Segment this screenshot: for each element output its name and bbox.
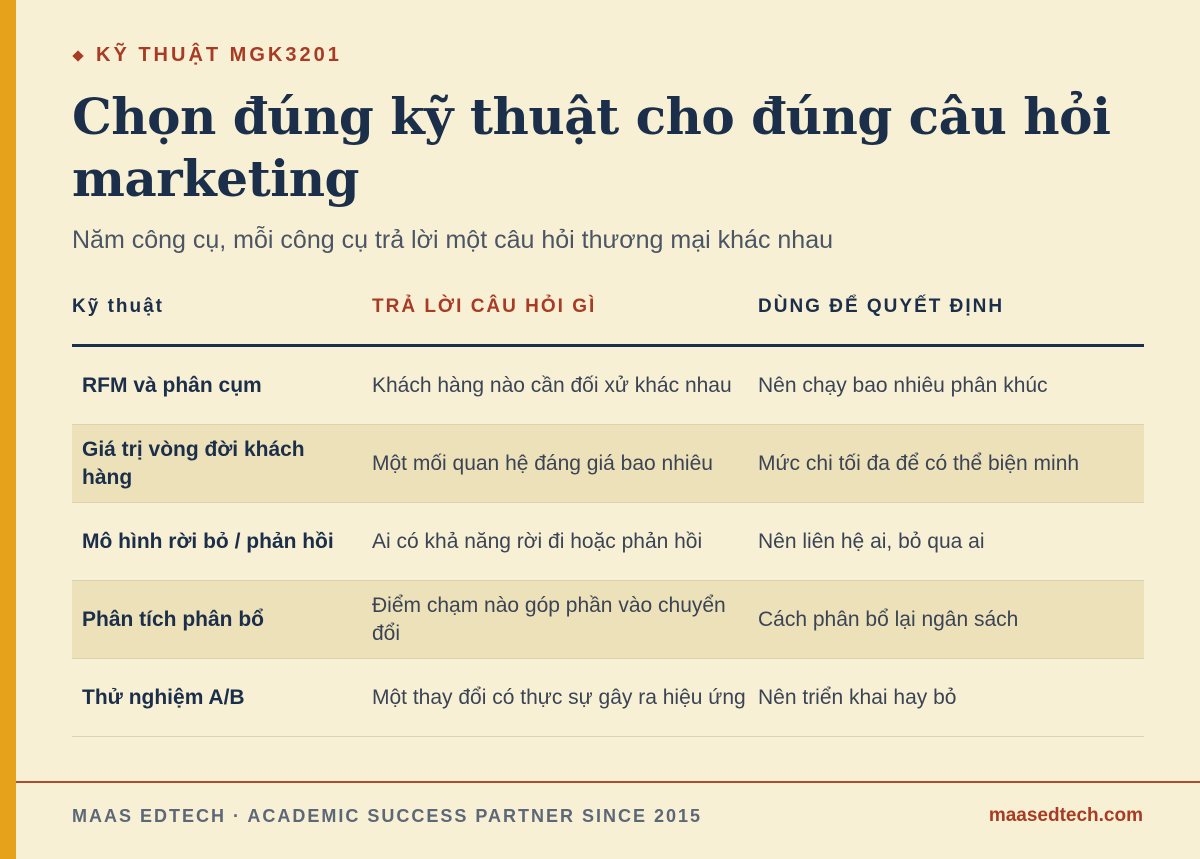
cell-technique: RFM và phân cụm [72, 346, 372, 425]
cell-decision: Nên triển khai hay bỏ [758, 659, 1144, 737]
table-row [72, 659, 1144, 737]
table-row [72, 425, 1144, 503]
header-decision: DÙNG ĐỂ QUYẾT ĐỊNH [758, 288, 1144, 346]
footer-tagline: MAAS EDTECH · ACADEMIC SUCCESS PARTNER SINCE 2015 [72, 806, 703, 826]
footer-website-link[interactable]: maasedtech.com [988, 805, 1143, 826]
cell-question: Ai có khả năng rời đi hoặc phản hồi [372, 503, 758, 581]
cell-decision: Nên liên hệ ai, bỏ qua ai [758, 503, 1144, 581]
header-technique: Kỹ thuật [72, 288, 372, 346]
cell-question: Khách hàng nào cần đối xử khác nhau [372, 346, 758, 425]
header-question: TRẢ LỜI CÂU HỎI GÌ [372, 288, 758, 346]
cell-decision: Nên chạy bao nhiêu phân khúc [758, 346, 1144, 425]
cell-technique: Phân tích phân bổ [72, 581, 372, 659]
kicker-label: KỸ THUẬT MGK3201 [96, 44, 342, 66]
kicker [72, 44, 342, 67]
page-subtitle: Năm công cụ, mỗi công cụ trả lời một câu hỏi thương mại khác nhau [72, 226, 833, 254]
cell-question: Điểm chạm nào góp phần vào chuyển đổi [372, 581, 758, 659]
footer-divider [16, 781, 1200, 783]
table-row [72, 581, 1144, 659]
table-row [72, 503, 1144, 581]
table-row [72, 346, 1144, 425]
cell-technique: Thử nghiệm A/B [72, 659, 372, 737]
table-header-row [72, 288, 1144, 346]
cell-decision: Mức chi tối đa để có thể biện minh [758, 425, 1144, 503]
accent-bar [0, 0, 16, 859]
cell-question: Một mối quan hệ đáng giá bao nhiêu [372, 425, 758, 503]
cell-decision: Cách phân bổ lại ngân sách [758, 581, 1144, 659]
cell-technique: Mô hình rời bỏ / phản hồi [72, 503, 372, 581]
cell-technique: Giá trị vòng đời khách hàng [72, 425, 372, 503]
technique-table [72, 288, 1144, 737]
diamond-icon [72, 50, 83, 61]
page-title: Chọn đúng kỹ thuật cho đúng câu hỏi marketing [72, 87, 1111, 208]
cell-question: Một thay đổi có thực sự gây ra hiệu ứng [372, 659, 758, 737]
